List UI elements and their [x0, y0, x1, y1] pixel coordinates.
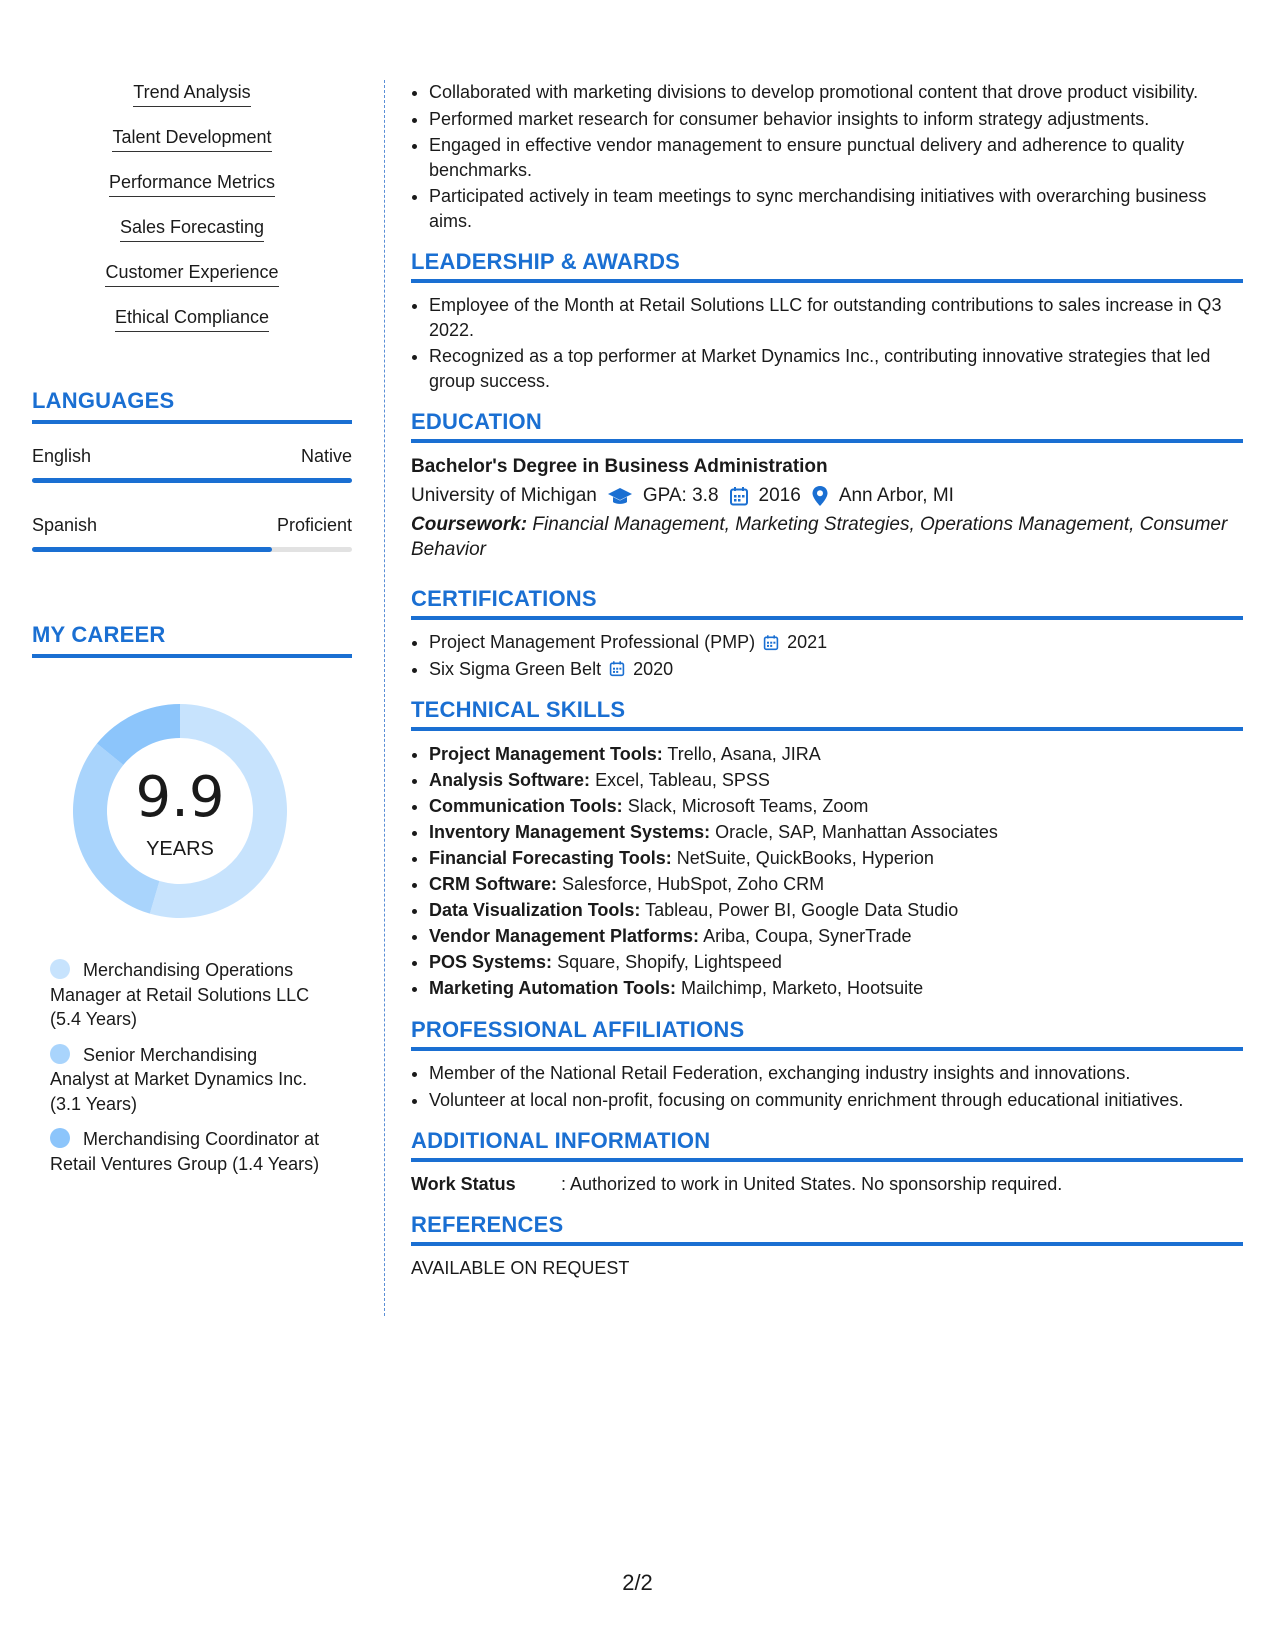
leadership-item: • Employee of the Month at Retail Solutions LLC for outstanding contributions to sales increase in Q3 2022.: [429, 293, 1243, 342]
skill-item: Sales Forecasting: [32, 215, 352, 260]
experience-bullets: [411, 80, 1243, 233]
technical-skill-item: • Communication Tools: Slack, Microsoft Teams, Zoom: [429, 793, 1243, 819]
skill-item: Talent Development: [32, 125, 352, 170]
language-level: Native: [300, 446, 352, 466]
experience-bullet: • Engaged in effective vendor management to ensure punctual delivery and adherence to quality benchmarks.: [429, 133, 1243, 182]
graduation-year: 2016: [758, 485, 801, 506]
affiliation-item: • Volunteer at local non-profit, focusing on community enrichment through educational initiatives.: [429, 1088, 1243, 1113]
skill-item: Performance Metrics: [32, 170, 352, 215]
coursework-list: Financial Management, Marketing Strategies, Operations Management, Consumer Behavior: [411, 514, 1228, 560]
page-number: 2/2: [622, 1570, 653, 1595]
certifications-list: [411, 630, 1243, 681]
legend-dot-icon: [50, 1128, 70, 1148]
language-proficiency-fill: [32, 478, 352, 483]
certification-year: 2020: [633, 658, 674, 679]
certification-name: • Project Management Professional (PMP): [429, 632, 756, 652]
leadership-list: [411, 293, 1243, 393]
career-donut-chart: [67, 698, 293, 924]
calendar-icon: [763, 634, 779, 651]
language-item: [32, 513, 352, 552]
technical-skill-item: • Data Visualization Tools: Tableau, Power BI, Google Data Studio: [429, 897, 1243, 923]
language-proficiency-fill: [32, 547, 272, 552]
technical-skill-item: • CRM Software: Salesforce, HubSpot, Zoho CRM: [429, 871, 1243, 897]
technical-skill-item: • Financial Forecasting Tools: NetSuite, QuickBooks, Hyperion: [429, 845, 1243, 871]
language-proficiency-bar: [32, 547, 352, 552]
total-years-value: 9.9: [135, 765, 225, 830]
language-proficiency-bar: [32, 478, 352, 483]
technical-skill-item: • Project Management Tools: Trello, Asana, JIRA: [429, 741, 1243, 767]
skill-item: Customer Experience: [32, 260, 352, 305]
leadership-item: • Recognized as a top performer at Market Dynamics Inc., contributing innovative strategies that led group success.: [429, 344, 1243, 393]
legend-dot-icon: [50, 1044, 70, 1064]
language-level: Proficient: [276, 515, 352, 535]
skill-item: Trend Analysis: [32, 80, 352, 125]
total-years-label: YEARS: [146, 838, 214, 860]
affiliations-title: PROFESSIONAL AFFILIATIONS: [411, 1017, 1243, 1051]
career-legend: [32, 958, 352, 1176]
school-location: Ann Arbor, MI: [838, 485, 954, 506]
career-legend-item: Merchandising Coordinator at Retail Ventures Group (1.4 Years): [50, 1129, 320, 1174]
skill-item: Ethical Compliance: [32, 305, 352, 350]
calendar-icon: [609, 660, 625, 677]
experience-bullet: • Collaborated with marketing divisions to develop promotional content that drove product visibility.: [429, 80, 1243, 105]
calendar-icon: [729, 486, 749, 506]
language-name: Spanish: [32, 515, 98, 535]
language-name: English: [32, 446, 92, 466]
certification-item: [429, 630, 1243, 655]
technical-skill-item: • Vendor Management Platforms: Ariba, Coupa, SynerTrade: [429, 923, 1243, 949]
leadership-title: LEADERSHIP & AWARDS: [411, 249, 1243, 283]
affiliations-list: [411, 1061, 1243, 1112]
references-text: AVAILABLE ON REQUEST: [411, 1258, 630, 1278]
education-details: [411, 481, 1243, 511]
gpa: GPA: 3.8: [642, 485, 719, 506]
certification-name: • Six Sigma Green Belt: [429, 658, 602, 679]
skills-list: [32, 80, 352, 350]
main-content: [411, 80, 1243, 1280]
language-item: [32, 444, 352, 483]
work-status-value: : Authorized to work in United States. No sponsorship required.: [561, 1174, 1063, 1194]
technical-skill-item: • POS Systems: Square, Shopify, Lightspeed: [429, 949, 1243, 975]
graduation-cap-icon: [607, 486, 633, 506]
technical-skills-list: [411, 741, 1243, 1001]
location-pin-icon: [811, 485, 829, 507]
work-status-row: [411, 1172, 1243, 1196]
certification-item: [429, 657, 1243, 682]
affiliation-item: • Member of the National Retail Federation, exchanging industry insights and innovations.: [429, 1061, 1243, 1086]
column-divider: [384, 80, 385, 1316]
sidebar: [32, 80, 352, 1187]
coursework: [411, 513, 1243, 562]
languages-title: LANGUAGES: [32, 388, 352, 424]
additional-info-title: ADDITIONAL INFORMATION: [411, 1128, 1243, 1162]
technical-skill-item: • Marketing Automation Tools: Mailchimp, Marketo, Hootsuite: [429, 975, 1243, 1001]
technical-skills-title: TECHNICAL SKILLS: [411, 697, 1243, 731]
degree-name: Bachelor's Degree in Business Administration: [411, 456, 828, 477]
work-status-label: Work Status: [411, 1174, 516, 1194]
legend-dot-icon: [50, 959, 70, 979]
school-name: University of Michigan: [411, 485, 597, 506]
technical-skill-item: • Analysis Software: Excel, Tableau, SPSS: [429, 767, 1243, 793]
career-legend-item: Merchandising Operations Manager at Retail Solutions LLC (5.4 Years): [50, 960, 310, 1029]
references-title: REFERENCES: [411, 1212, 1243, 1246]
education-title: EDUCATION: [411, 409, 1243, 443]
technical-skill-item: • Inventory Management Systems: Oracle, SAP, Manhattan Associates: [429, 819, 1243, 845]
career-legend-item: Senior Merchandising Analyst at Market Dynamics Inc. (3.1 Years): [50, 1044, 308, 1114]
experience-bullet: • Participated actively in team meetings to sync merchandising initiatives with overarching business aims.: [429, 184, 1243, 233]
certifications-title: CERTIFICATIONS: [411, 586, 1243, 620]
experience-bullet: • Performed market research for consumer behavior insights to inform strategy adjustments.: [429, 107, 1243, 132]
certification-year: 2021: [787, 632, 828, 652]
career-title: MY CAREER: [32, 622, 352, 658]
coursework-label: Coursework:: [411, 514, 528, 535]
